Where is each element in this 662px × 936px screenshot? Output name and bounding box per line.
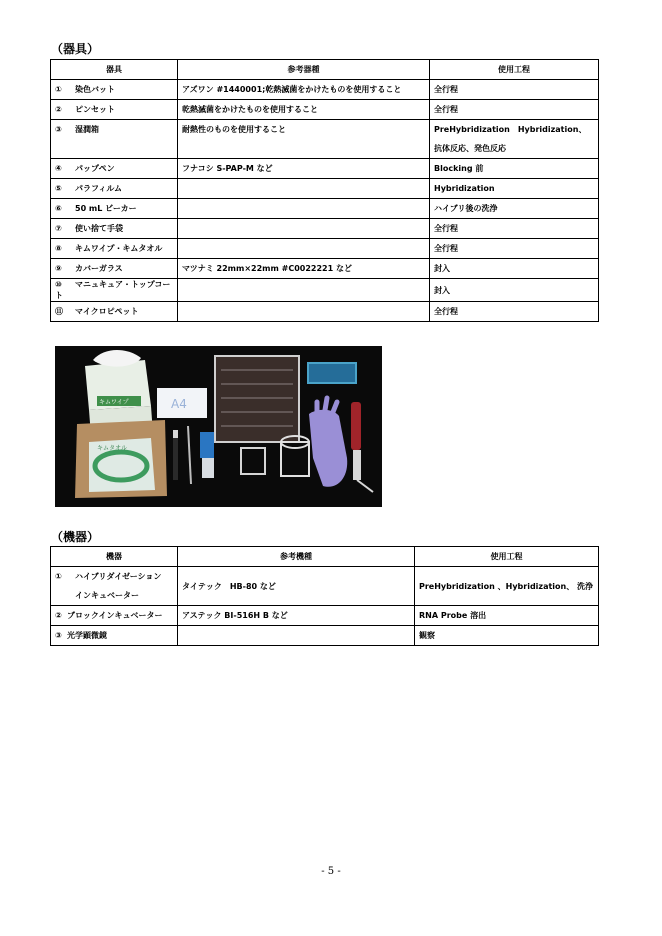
- process: 全行程: [430, 302, 599, 322]
- table-row: [51, 100, 599, 120]
- col-header-instrument: 機器: [51, 547, 178, 567]
- equipment-photo-illustration: [55, 346, 382, 507]
- equipment-name: マニュキュア・トップコート: [55, 280, 171, 300]
- equipment-name: カバーガラス: [75, 264, 123, 273]
- col-header-process: 使用工程: [415, 547, 599, 567]
- col-header-reference: 参考機種: [178, 547, 415, 567]
- row-number: ③: [55, 631, 62, 640]
- reference-model: [178, 302, 430, 322]
- row-number: ④: [55, 164, 62, 173]
- process: 全行程: [430, 219, 599, 239]
- col-header-process: 使用工程: [430, 60, 599, 80]
- row-number: ⑪: [55, 307, 63, 316]
- equipment-name: マイクロピペット: [75, 307, 139, 316]
- table-row: [51, 626, 599, 646]
- kimwipe-label: キムワイプ: [99, 399, 129, 406]
- equipment-name: キムワイプ・キムタオル: [75, 244, 163, 253]
- process: ハイブリ後の洗浄: [430, 199, 599, 219]
- reference-model: 乾熱滅菌をかけたものを使用すること: [178, 100, 430, 120]
- reference-model: [178, 239, 430, 259]
- reference-model: 耐熱性のものを使用すること: [178, 120, 430, 159]
- equipment-heading: （器具）: [51, 42, 100, 56]
- instrument-name: ブロックインキュベーター: [67, 611, 163, 620]
- process: Blocking 前: [430, 159, 599, 179]
- parafilm-icon: [157, 388, 207, 418]
- reference-model: [178, 626, 415, 646]
- reference-model: [178, 219, 430, 239]
- table-row: [51, 302, 599, 322]
- instrument-table: [50, 546, 599, 646]
- equipment-table: [50, 59, 599, 322]
- page-number: - 5 -: [321, 866, 341, 877]
- table-row: [51, 239, 599, 259]
- equipment-name: 50 mL ビーカー: [75, 204, 137, 213]
- table-row: [51, 567, 599, 606]
- process: PreHybridization 、Hybridization、 洗浄: [415, 567, 599, 606]
- staining-tray-icon: [215, 356, 299, 442]
- instrument-name-line-2: インキュベーター: [75, 591, 139, 600]
- equipment-name: パップペン: [75, 164, 115, 173]
- row-number: ③: [55, 125, 62, 134]
- reference-model: フナコシ S-PAP-M など: [178, 159, 430, 179]
- kimtowel-label: キムタオル: [97, 445, 127, 452]
- process: 全行程: [430, 80, 599, 100]
- table-row: [51, 80, 599, 100]
- process: 全行程: [430, 100, 599, 120]
- reference-model: [178, 179, 430, 199]
- kimtowel-pack-icon: [75, 420, 167, 498]
- reference-model: アステック BI-516H B など: [178, 606, 415, 626]
- row-number: ⑨: [55, 264, 62, 273]
- row-number: ⑧: [55, 244, 62, 253]
- table-header-row: [51, 547, 599, 567]
- instrument-heading: （機器）: [51, 530, 100, 544]
- reference-model: タイテック HB-80 など: [178, 567, 415, 606]
- col-header-equipment: 器具: [51, 60, 178, 80]
- equipment-photo: [55, 346, 382, 507]
- process: 観察: [415, 626, 599, 646]
- reference-model: [178, 279, 430, 302]
- process-line-2: 抗体反応、発色反応: [434, 144, 506, 153]
- row-number: ②: [55, 611, 62, 620]
- row-number: ⑦: [55, 224, 62, 233]
- table-row: [51, 179, 599, 199]
- table-row: [51, 120, 599, 159]
- reference-model: アズワン #1440001;乾熱滅菌をかけたものを使用すること: [178, 80, 430, 100]
- table-row: [51, 159, 599, 179]
- reference-model: [178, 199, 430, 219]
- row-number: ⑥: [55, 204, 62, 213]
- tip-box-icon: [307, 362, 357, 384]
- table-row: [51, 199, 599, 219]
- process: Hybridization: [430, 179, 599, 199]
- table-row: [51, 219, 599, 239]
- process: 封入: [430, 259, 599, 279]
- equipment-name: 湿潤箱: [75, 125, 99, 134]
- row-number: ⑩: [55, 280, 62, 289]
- table-row: [51, 606, 599, 626]
- process: 全行程: [430, 239, 599, 259]
- table-header-row: [51, 60, 599, 80]
- process: RNA Probe 溶出: [415, 606, 599, 626]
- col-header-reference: 参考器種: [178, 60, 430, 80]
- equipment-name: ピンセット: [75, 105, 115, 114]
- table-row: [51, 279, 599, 302]
- instrument-name: 光学顕微鏡: [67, 631, 107, 640]
- nail-polish-icon: [200, 432, 214, 478]
- reference-model: マツナミ 22mm×22mm #C0022221 など: [178, 259, 430, 279]
- instrument-name: ハイブリダイゼーション: [75, 572, 162, 581]
- svg-text:A4: A4: [171, 397, 187, 411]
- row-number: ②: [55, 105, 62, 114]
- equipment-name: 使い捨て手袋: [75, 224, 123, 233]
- equipment-name: 染色バット: [75, 85, 115, 94]
- row-number: ①: [55, 85, 62, 94]
- row-number: ⑤: [55, 184, 62, 193]
- process: PreHybridization Hybridization、: [434, 125, 587, 134]
- table-row: [51, 259, 599, 279]
- process: 封入: [430, 279, 599, 302]
- row-number: ①: [55, 572, 62, 581]
- equipment-name: パラフィルム: [75, 184, 123, 193]
